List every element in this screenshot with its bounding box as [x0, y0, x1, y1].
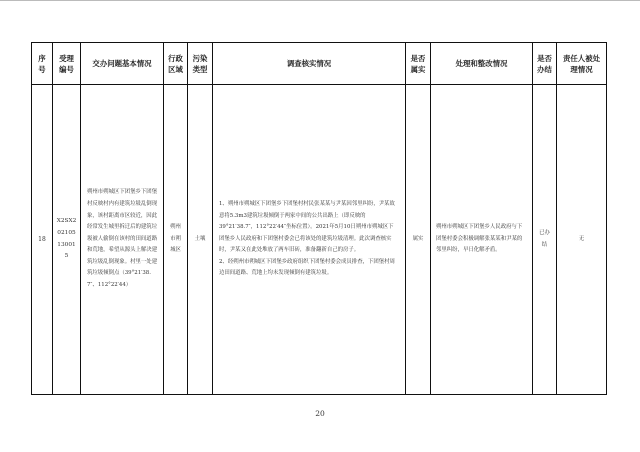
header-closed: 是否办结	[537, 53, 552, 74]
page-number: 20	[315, 409, 325, 418]
header-problem: 交办问题基本情况	[92, 59, 152, 68]
header-case-no: 受理编号	[59, 53, 74, 74]
cell-accountability: 无	[578, 235, 585, 242]
header-index: 序号	[38, 53, 46, 74]
header-accountability: 责任人被处理情况	[563, 53, 600, 74]
page-top-rule	[0, 0, 640, 1]
investigation-paragraph-1: 1、朔州市朔城区下团堡乡下团堡村村民张某某与尹某因邻里纠纷，尹某故意将5.3m3建筑垃圾倾倒于两家中间的公共出路上（即反映的39°21′38.7″，112°22′44″坐标位置）。2021年5月10日朔州市朔城区下团堡乡人民政府和下团堡村委会已将该处的建筑垃圾清理。此次调查核实时，尹某又在此处堆放了两车旧砖，准备翻新自己的房子。	[219, 200, 395, 254]
cell-closed: 已办结	[539, 229, 550, 248]
header-pollution-type: 污染类型	[192, 53, 208, 74]
table-bottom-border	[31, 394, 606, 395]
col-border	[606, 42, 607, 395]
cell-investigation	[213, 85, 405, 394]
header-investigation: 调查核实情况	[286, 59, 332, 68]
cell-index: 18	[38, 235, 46, 243]
header-handling: 处理和整改情况	[455, 59, 508, 68]
header-verified: 是否属实	[410, 53, 426, 74]
header-district: 行政区域	[168, 53, 183, 74]
cell-handling: 朔州市朔城区下团堡乡人民政府与下团堡村委会积极调解张某某和尹某的邻里纠纷，早日化解矛盾。	[436, 224, 523, 254]
cell-verified: 属实	[412, 235, 424, 242]
cell-pollution-type: 土壤	[194, 235, 206, 242]
cell-case-no: X2SX202105130015	[56, 218, 77, 260]
cell-district: 朔州市朔城区	[170, 224, 181, 254]
cell-problem: 朔州市朔城区下团堡乡下团堡村反映村内有建筑垃圾乱倒现象，该村距离市区较近，因此经常发生城里拆迁后的建筑垃圾被人偷倒在该村的田间道路和荒地，希望从源头上解决建筑垃圾乱倒现象。村里一处建筑垃圾倾倒点（39°21′38.7″、112°22′44）	[87, 189, 158, 289]
investigation-paragraph-2: 2、经朔州市朔城区下团堡乡政府组织下团堡村委会成员排查，下团堡村周边田间道路、荒地上均未发现倾倒有建筑垃圾。	[219, 258, 395, 277]
